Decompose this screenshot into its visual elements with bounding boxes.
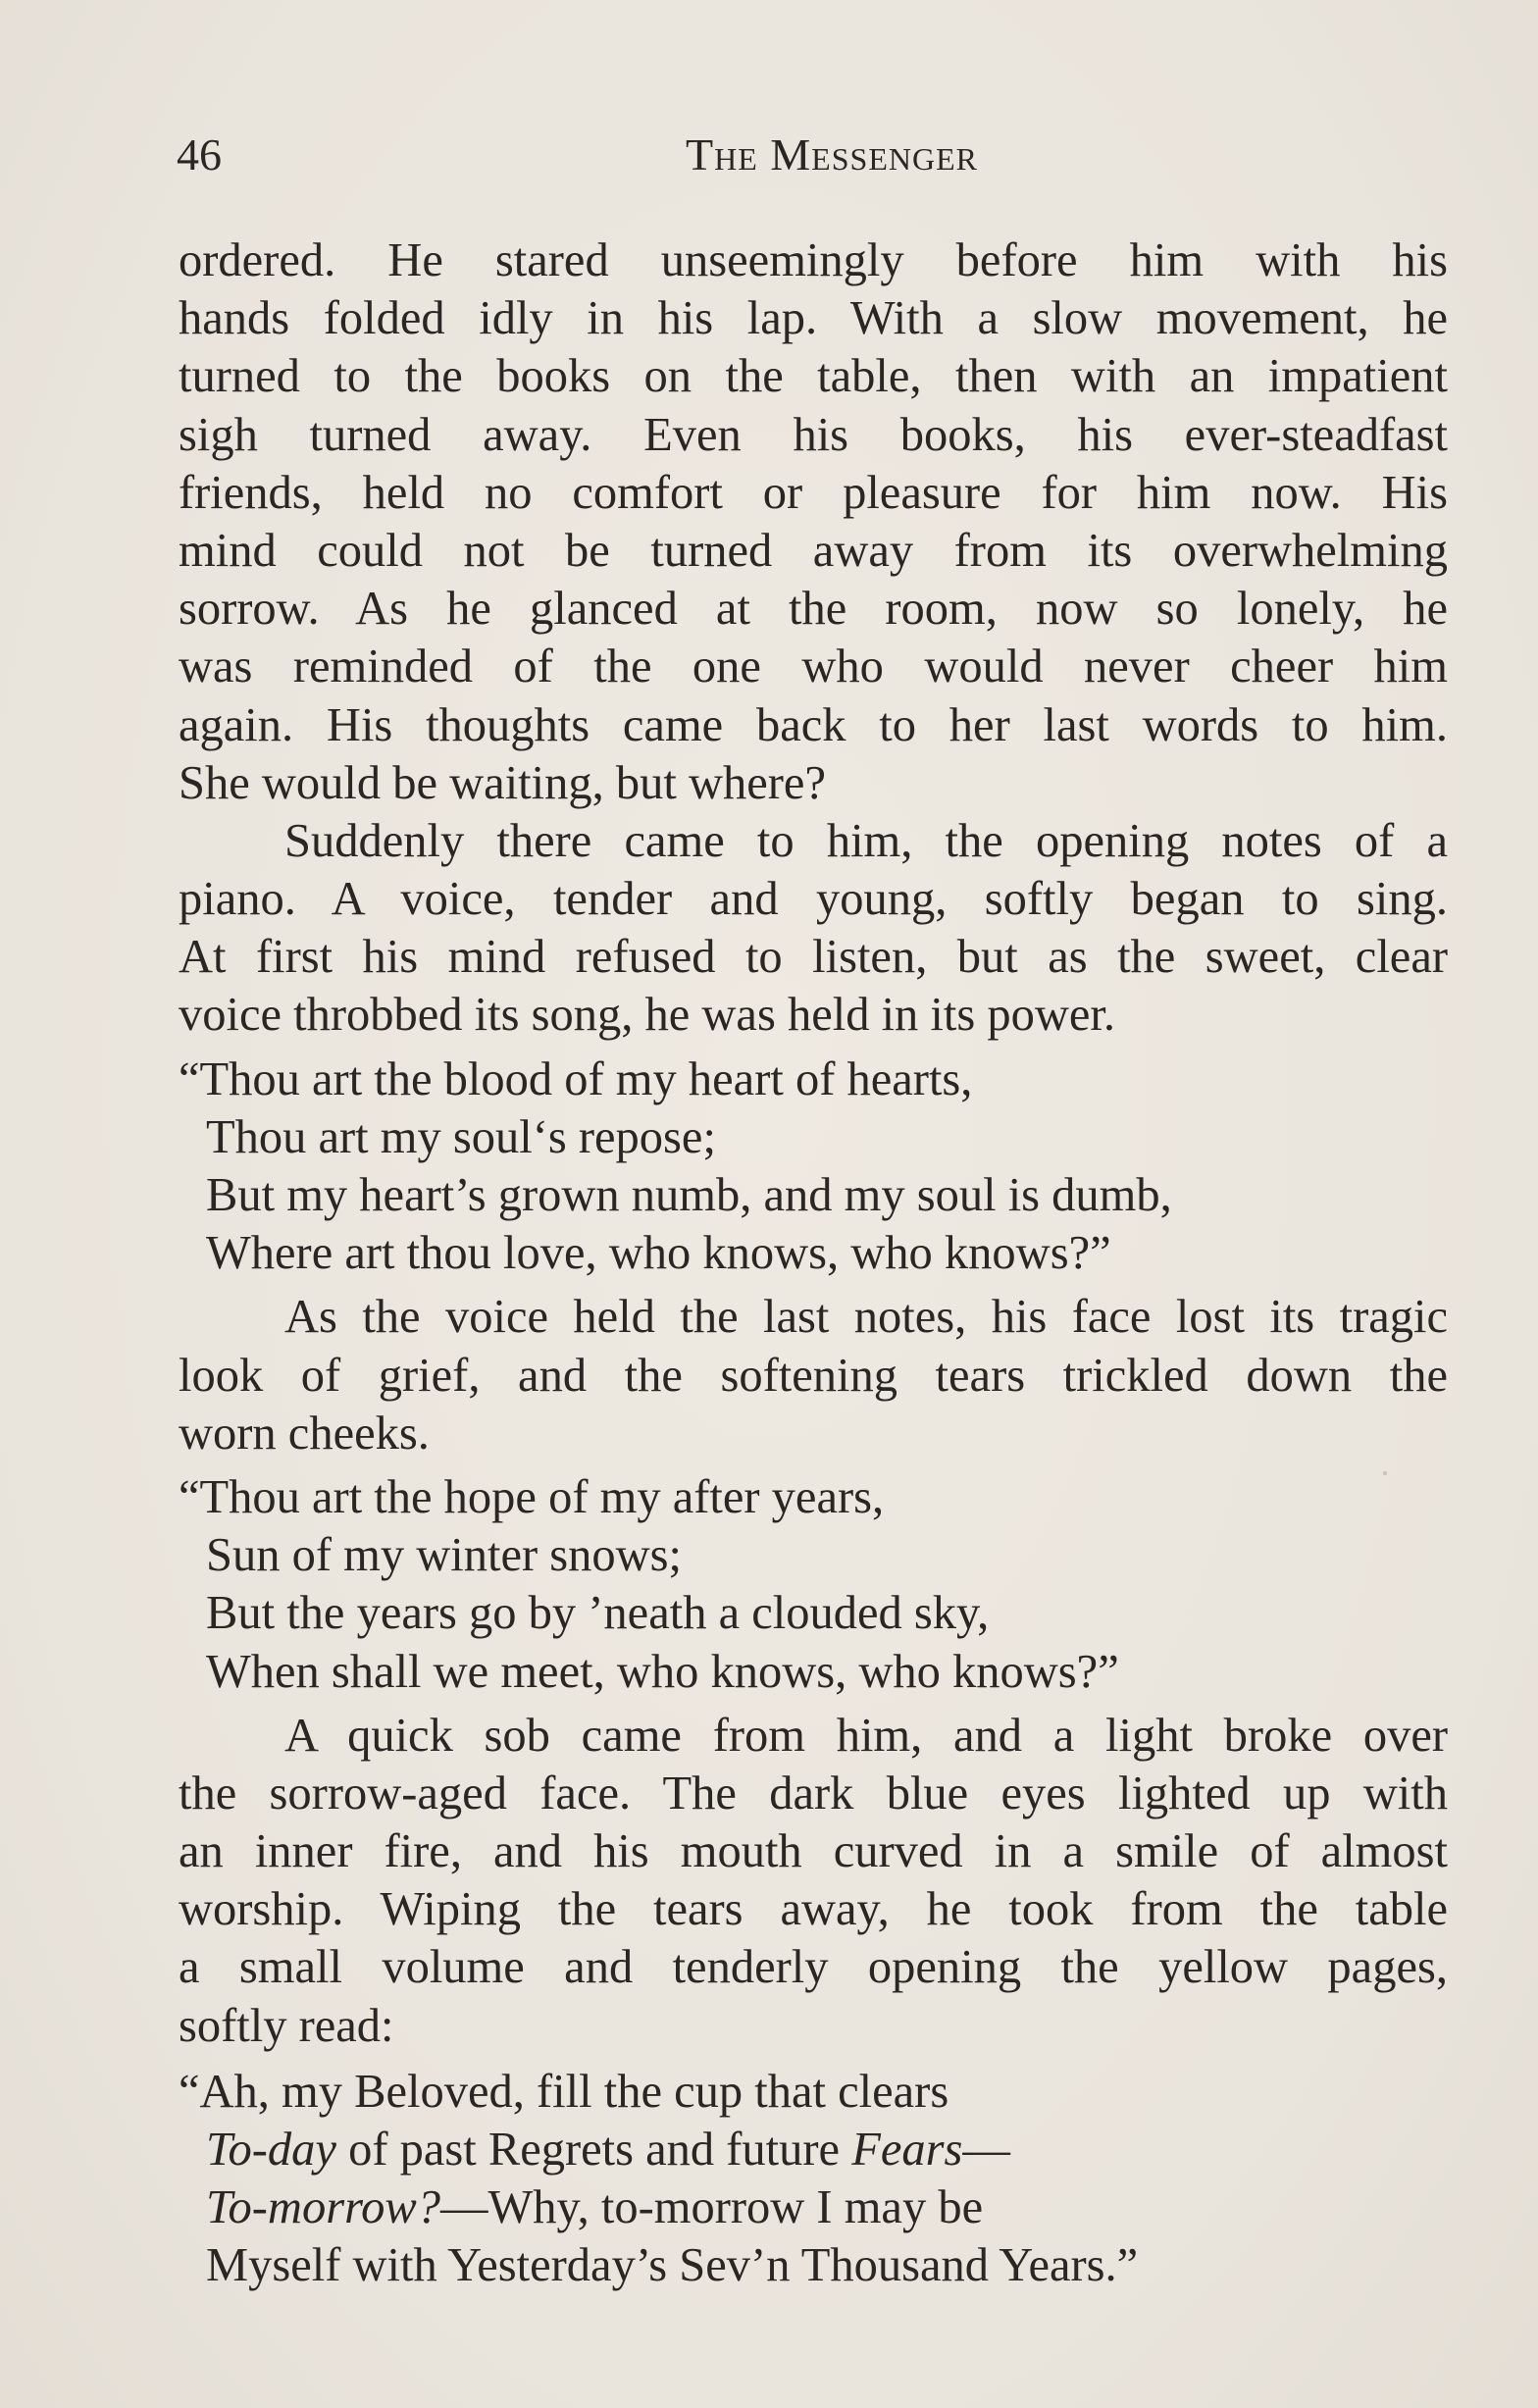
- text-line: friends, held no comfort or pleasure for him now. His: [179, 466, 1448, 519]
- verse-line: “Thou art the blood of my heart of hearts,: [179, 1052, 973, 1105]
- verse-line: When shall we meet, who knows, who knows?”: [206, 1645, 1119, 1698]
- italic-word: Fears: [851, 2124, 963, 2176]
- verse-text: —: [962, 2124, 1010, 2176]
- verse-text: of past Regrets and future: [335, 2124, 852, 2176]
- running-title: The Messenger: [686, 129, 978, 179]
- verse-line: [179, 2178, 1448, 2236]
- paragraph: [179, 1707, 1448, 2055]
- text-line: sorrow. As he glanced at the room, now so lonely, he: [179, 583, 1448, 636]
- verse-line: But my heart’s grown numb, and my soul is dumb,: [206, 1169, 1172, 1221]
- text-line: worn cheeks.: [179, 1407, 430, 1460]
- body-text: [179, 231, 1448, 2295]
- text-line: again. His thoughts came back to her last words to him.: [179, 698, 1448, 751]
- text-line: At first his mind refused to listen, but as the sweet, clear: [179, 931, 1448, 984]
- text-line: hands folded idly in his lap. With a slow movement, he: [179, 292, 1448, 345]
- text-line: look of grief, and the softening tears trickled down the: [179, 1349, 1448, 1402]
- paper-speck: [1383, 1471, 1387, 1475]
- verse-stanza: [179, 2063, 1448, 2295]
- paragraph: [179, 1288, 1448, 1462]
- text-line: sigh turned away. Even his books, his ever-steadfast: [179, 408, 1448, 461]
- paragraph: [179, 231, 1448, 812]
- text-line: As the voice held the last notes, his face lost its tragic: [284, 1291, 1448, 1344]
- italic-word: To-morrow?: [206, 2181, 440, 2234]
- verse-line: Where art thou love, who knows, who knows?”: [206, 1227, 1111, 1280]
- text-line: the sorrow-aged face. The dark blue eyes lighted up with: [179, 1767, 1448, 1819]
- text-line: Suddenly there came to him, the opening notes of a: [284, 814, 1448, 867]
- page-header: [177, 126, 1448, 184]
- verse-text: —Why, to-morrow I may be: [440, 2181, 984, 2234]
- text-line: mind could not be turned away from its overwhelming: [179, 524, 1448, 577]
- text-line: a small volume and tenderly opening the yellow pages,: [179, 1941, 1448, 1994]
- text-line: piano. A voice, tender and young, softly began to sing.: [179, 873, 1448, 926]
- italic-word: To-day: [206, 2124, 336, 2176]
- text-line: A quick sob came from him, and a light broke over: [284, 1709, 1448, 1762]
- text-line: ordered. He stared unseemingly before him with his: [179, 234, 1448, 286]
- text-line: She would be waiting, but where?: [179, 756, 826, 809]
- text-line: was reminded of the one who would never cheer him: [179, 640, 1448, 693]
- verse-line: But the years go by ’neath a clouded sky,: [206, 1587, 990, 1640]
- paragraph: [179, 812, 1448, 1045]
- verse-line: Sun of my winter snows;: [206, 1529, 682, 1582]
- verse-line: “Ah, my Beloved, fill the cup that clears: [179, 2065, 949, 2118]
- text-line: turned to the books on the table, then with an impatient: [179, 350, 1448, 403]
- verse-line: Thou art my soul‘s repose;: [206, 1110, 716, 1163]
- verse-stanza: [179, 1050, 1448, 1283]
- page-number: 46: [177, 129, 222, 179]
- verse-stanza: [179, 1468, 1448, 1701]
- text-line: softly read:: [179, 1999, 394, 2052]
- text-line: voice throbbed its song, he was held in its power.: [179, 989, 1116, 1042]
- text-line: an inner fire, and his mouth curved in a smile of almost: [179, 1825, 1448, 1878]
- verse-line: [179, 2121, 1448, 2178]
- verse-line: Myself with Yesterday’s Sev’n Thousand Years.”: [206, 2239, 1139, 2292]
- text-line: worship. Wiping the tears away, he took from the table: [179, 1883, 1448, 1936]
- verse-line: “Thou art the hope of my after years,: [179, 1470, 885, 1523]
